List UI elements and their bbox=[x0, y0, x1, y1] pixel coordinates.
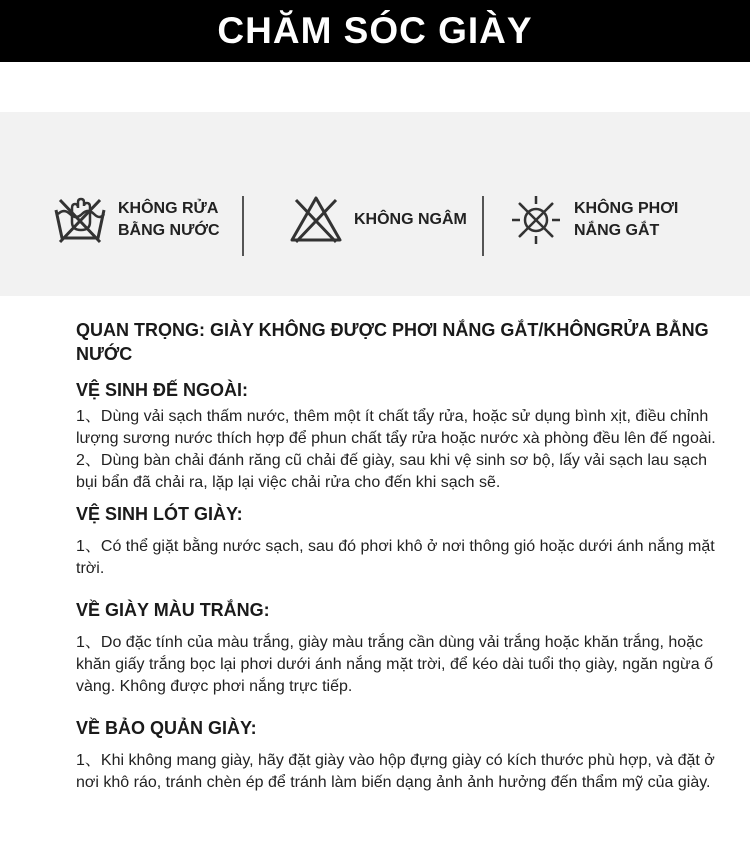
care-label-no-wash bbox=[118, 198, 220, 242]
care-label-line: KHÔNG NGÂM bbox=[354, 211, 467, 228]
no-wash-icon bbox=[52, 192, 108, 248]
paragraph: 1、Có thể giặt bằng nước sạch, sau đó phơi khô ở nơi thông gió hoặc dưới ánh nắng mặt trời. bbox=[76, 538, 715, 577]
paragraph: 1、Dùng vải sạch thấm nước, thêm một ít chất tẩy rửa, hoặc sử dụng bình xịt, điều chỉnh lượng sương nước thích hợp để phun chất tẩy rửa hoặc nước xà phòng đều lên đế ngoài. bbox=[76, 408, 716, 447]
no-sun-icon bbox=[508, 192, 564, 248]
care-item-no-soak bbox=[288, 192, 467, 248]
care-instructions bbox=[76, 318, 716, 794]
care-label-no-soak bbox=[354, 209, 467, 231]
section-title-insole: VỆ SINH LÓT GIÀY: bbox=[76, 504, 243, 524]
care-label-line: KHÔNG PHƠI bbox=[574, 200, 679, 217]
paragraph: 1、Do đặc tính của màu trắng, giày màu trắng cần dùng vải trắng hoặc khăn trắng, hoặc khăn giấy trắng bọc lại phơi dưới ánh nắng mặt trời, để kéo dài tuổi thọ giày, ngăn ngừa ố vàng. Không được phơi nắng trực tiếp. bbox=[76, 634, 713, 695]
care-label-line: NẮNG GẮT bbox=[574, 222, 660, 239]
section-title-white-shoes: VỀ GIÀY MÀU TRẮNG: bbox=[76, 600, 270, 620]
page-title: CHĂM SÓC GIÀY bbox=[217, 10, 533, 51]
no-soak-icon bbox=[288, 192, 344, 248]
divider bbox=[482, 196, 484, 256]
care-label-no-sun bbox=[574, 198, 678, 242]
care-label-line: KHÔNG RỬA bbox=[118, 200, 219, 217]
paragraph: 2、Dùng bàn chải đánh răng cũ chải đế giày, sau khi vệ sinh sơ bộ, lấy vải sạch lau sạch bụi bẩn đã chải ra, lặp lại việc chải rửa cho đến khi sạch sẽ. bbox=[76, 452, 708, 491]
paragraph: 1、Khi không mang giày, hãy đặt giày vào hộp đựng giày có kích thước phù hợp, và đặt ở nơi khô ráo, tránh chèn ép để tránh làm biến dạng ảnh ảnh hưởng đến thẩm mỹ của giày. bbox=[76, 752, 715, 791]
section-title-outsole: VỆ SINH ĐẾ NGOÀI: bbox=[76, 380, 249, 400]
care-item-no-sun bbox=[508, 192, 678, 248]
divider bbox=[242, 196, 244, 256]
page-header bbox=[0, 0, 750, 62]
section-title-storage: VỀ BẢO QUẢN GIÀY: bbox=[76, 718, 257, 738]
important-notice: QUAN TRỌNG: GIÀY KHÔNG ĐƯỢC PHƠI NẮNG GẮT/KHÔNGRỬA BẰNG NƯỚC bbox=[76, 320, 709, 364]
care-label-line: BẰNG NƯỚC bbox=[118, 222, 220, 239]
care-item-no-wash bbox=[52, 192, 220, 248]
